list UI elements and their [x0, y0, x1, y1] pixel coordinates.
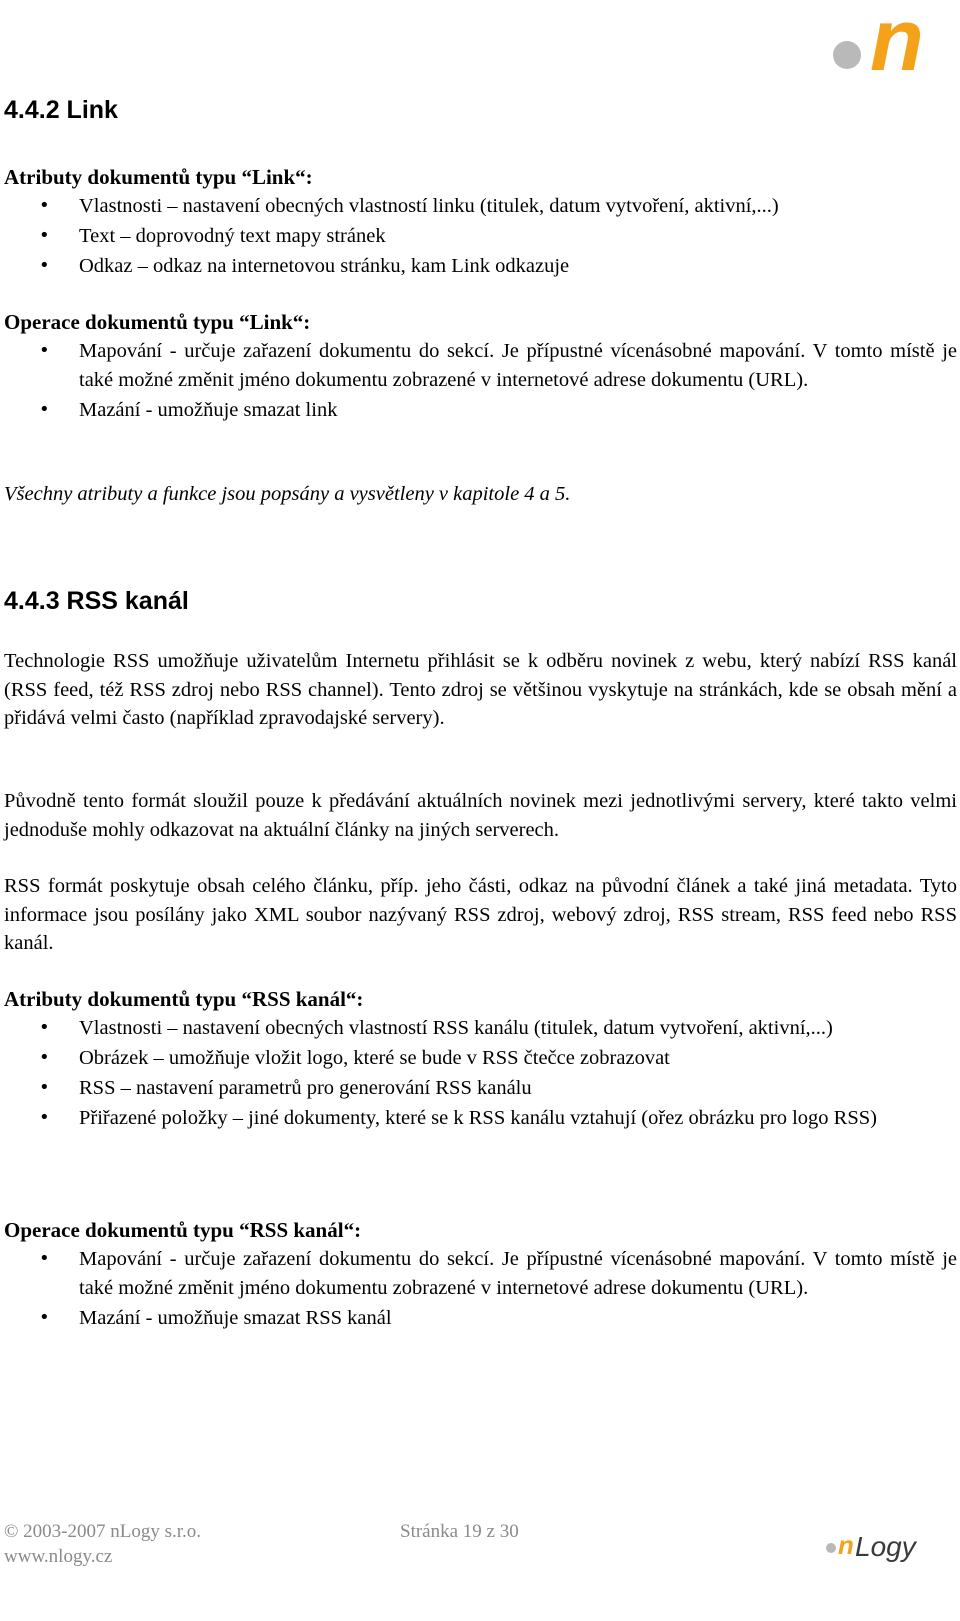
list-item: • Vlastnosti – nastavení obecných vlastností RSS kanálu (titulek, datum vytvoření, aktivní,...): [0, 1014, 957, 1043]
footer-copyright: © 2003-2007 nLogy s.r.o.: [4, 1521, 202, 1542]
rss-attributes-title: Atributy dokumentů typu “RSS kanál“:: [4, 987, 364, 1011]
section-heading-link: 4.4.2 Link: [4, 96, 118, 124]
svg-text:Logy: Logy: [855, 1531, 916, 1562]
list-item: • Mapování - určuje zařazení dokumentu do sekcí. Je přípustné vícenásobné mapování. V tomto místě je také možné změnit jméno dokumentu zobrazené v internetové adrese dokumentu (URL).: [0, 1245, 957, 1302]
link-operations-list: [0, 337, 957, 426]
svg-text:n: n: [838, 1530, 854, 1560]
rss-paragraph: RSS formát poskytuje obsah celého článku, příp. jeho části, odkaz na původní článek a také jiná metadata. Tyto informace jsou posílány jako XML soubor nazývaný RSS zdroj, webový zdroj, RSS stream, RSS feed nebo RSS kanál.: [4, 875, 957, 954]
nlogy-logo-icon: [832, 6, 960, 80]
list-item: • Mazání - umožňuje smazat link: [0, 396, 957, 425]
footer-website[interactable]: www.nlogy.cz: [4, 1546, 113, 1567]
link-attributes-title: Atributy dokumentů typu “Link“:: [4, 165, 313, 189]
list-item: • Obrázek – umožňuje vložit logo, které se bude v RSS čtečce zobrazovat: [0, 1044, 957, 1073]
rss-operations-list: [0, 1245, 957, 1334]
list-item: • Text – doprovodný text mapy stránek: [0, 222, 957, 251]
list-item: • Přiřazené položky – jiné dokumenty, které se k RSS kanálu vztahují (ořez obrázku pro logo RSS): [0, 1104, 957, 1133]
link-operations-title: Operace dokumentů typu “Link“:: [4, 310, 311, 334]
rss-operations-title: Operace dokumentů typu “RSS kanál“:: [4, 1218, 362, 1242]
link-attributes-list: [0, 192, 957, 282]
footer-logo-icon: [825, 1521, 925, 1563]
list-item: • Mazání - umožňuje smazat RSS kanál: [0, 1304, 957, 1333]
footer-page-number: Stránka 19 z 30: [400, 1521, 519, 1542]
list-item: • Odkaz – odkaz na internetovou stránku, kam Link odkazuje: [0, 252, 957, 281]
list-item: • Mapování - určuje zařazení dokumentu do sekcí. Je přípustné vícenásobné mapování. V tomto místě je také možné změnit jméno dokumentu zobrazené v internetové adrese dokumentu (URL).: [0, 337, 957, 394]
section-heading-rss: 4.4.3 RSS kanál: [4, 587, 189, 615]
link-note: Všechny atributy a funkce jsou popsány a vysvětleny v kapitole 4 a 5.: [4, 483, 571, 505]
rss-paragraph: Technologie RSS umožňuje uživatelům Internetu přihlásit se k odběru novinek z webu, který nabízí RSS kanál (RSS feed, též RSS zdroj nebo RSS channel). Tento zdroj se většinou vyskytuje na stránkách, kde se obsah mění a přidává velmi často (například zpravodajské servery).: [4, 650, 957, 729]
list-item: • RSS – nastavení parametrů pro generování RSS kanálu: [0, 1074, 957, 1103]
svg-text:n: n: [870, 6, 924, 80]
rss-paragraph: Původně tento formát sloužil pouze k předávání aktuálních novinek mezi jednotlivými servery, které takto velmi jednoduše mohly odkazovat na aktuální články na jiných serverech.: [4, 790, 957, 841]
rss-attributes-list: [0, 1014, 957, 1134]
list-item: • Vlastnosti – nastavení obecných vlastností linku (titulek, datum vytvoření, aktivní,...): [0, 192, 957, 221]
